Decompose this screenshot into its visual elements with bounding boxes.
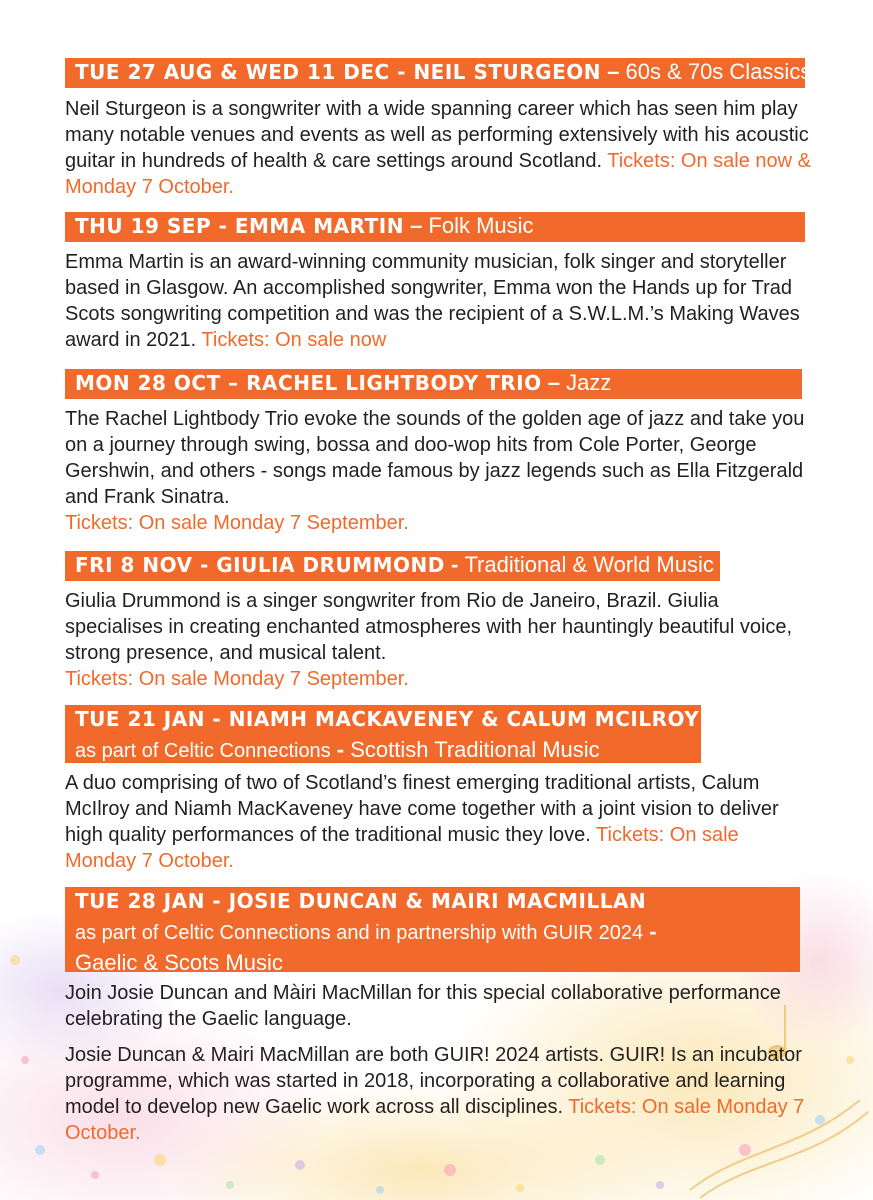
event-separator: – xyxy=(601,59,626,84)
event-subtitle: as part of Celtic Connections and in partnership with GUIR 2024 xyxy=(75,922,644,944)
event-genre: Scottish Traditional Music xyxy=(350,737,600,762)
event-body-text: Join Josie Duncan and Màiri MacMillan for this special collaborative performance celebrating the Gaelic language. xyxy=(65,982,781,1030)
event-body-text: Giulia Drummond is a singer songwriter from Rio de Janeiro, Brazil. Giulia specialises in creating enchanted atmospheres with her hauntingly beautiful voice, strong presence, and musical talent. xyxy=(65,590,793,664)
event-genre: Jazz xyxy=(566,370,612,395)
event-title: FRI 8 NOV - GIULIA DRUMMOND xyxy=(75,553,445,577)
tickets-info: Tickets: On sale now xyxy=(201,329,387,351)
event-description xyxy=(65,770,815,874)
event-subtitle: as part of Celtic Connections xyxy=(75,740,331,762)
event-genre: 60s & 70s Classics xyxy=(625,59,812,84)
event-description xyxy=(65,980,815,1146)
event-body-text: Emma Martin is an award-winning community musician, folk singer and storyteller based in Glasgow. An accomplished songwriter, Emma won the Hands up for Trad Scots songwriting competition and was the recipient of a S.W.L.M.’s Making Waves award in 2021. xyxy=(65,251,800,351)
event-header-niamh-mackaveney-calum-mcilroy xyxy=(65,705,701,763)
event-body-text-2: Josie Duncan & Mairi MacMillan are both GUIR! 2024 artists. GUIR! Is an incubator programme, which was started in 2018, incorporating a collaborative and learning model to develop new Gaelic work across all disciplines. xyxy=(65,1044,802,1118)
event-title: TUE 28 JAN - JOSIE DUNCAN & MAIRI MACMILLAN xyxy=(75,889,647,913)
tickets-info: Tickets: On sale Monday 7 October. xyxy=(65,824,739,872)
event-header-emma-martin xyxy=(65,212,805,242)
event-genre: Folk Music xyxy=(428,213,534,238)
event-description xyxy=(65,588,815,692)
event-title: TUE 21 JAN - NIAMH MACKAVENEY & CALUM MCILROY xyxy=(75,707,700,731)
event-header-giulia-drummond xyxy=(65,551,720,581)
tickets-info: Tickets: On sale Monday 7 October. xyxy=(65,1096,805,1144)
event-separator: - xyxy=(330,737,351,762)
event-title: TUE 27 AUG & WED 11 DEC - NEIL STURGEON xyxy=(75,60,601,84)
event-description xyxy=(65,96,815,200)
event-separator: – xyxy=(403,213,429,238)
event-body-text: The Rachel Lightbody Trio evoke the sounds of the golden age of jazz and take you on a journey through swing, bossa and doo-wop hits from Cole Porter, George Gershwin, and others - songs made famous by jazz legends such as Ella Fitzgerald and Frank Sinatra. xyxy=(65,408,805,508)
tickets-info: Tickets: On sale now & Monday 7 October. xyxy=(65,150,811,198)
event-body-text: A duo comprising of two of Scotland’s finest emerging traditional artists, Calum McIlroy and Niamh MacKaveney have come together with a joint vision to deliver high quality performances of the traditional music they love. xyxy=(65,772,779,846)
event-header-josie-duncan-mairi-macmillan xyxy=(65,887,800,975)
event-separator: - xyxy=(444,552,465,577)
event-body-text: Neil Sturgeon is a songwriter with a wide spanning career which has seen him play many notable venues and events as well as performing extensively with his acoustic guitar in hundreds of health & care settings around Scotland. xyxy=(65,98,809,172)
event-genre: Gaelic & Scots Music xyxy=(75,950,283,975)
event-genre: Traditional & World Music xyxy=(464,552,714,577)
tickets-info: Tickets: On sale Monday 7 September. xyxy=(65,512,409,534)
event-header-rachel-lightbody-trio xyxy=(65,369,802,399)
event-separator: – xyxy=(541,370,567,395)
event-description xyxy=(65,249,815,353)
event-separator: - xyxy=(643,919,657,944)
event-title: THU 19 SEP - EMMA MARTIN xyxy=(75,214,404,238)
event-description xyxy=(65,406,815,536)
event-header-neil-sturgeon xyxy=(65,58,812,88)
tickets-info: Tickets: On sale Monday 7 September. xyxy=(65,668,409,690)
event-title: MON 28 OCT – RACHEL LIGHTBODY TRIO xyxy=(75,371,542,395)
